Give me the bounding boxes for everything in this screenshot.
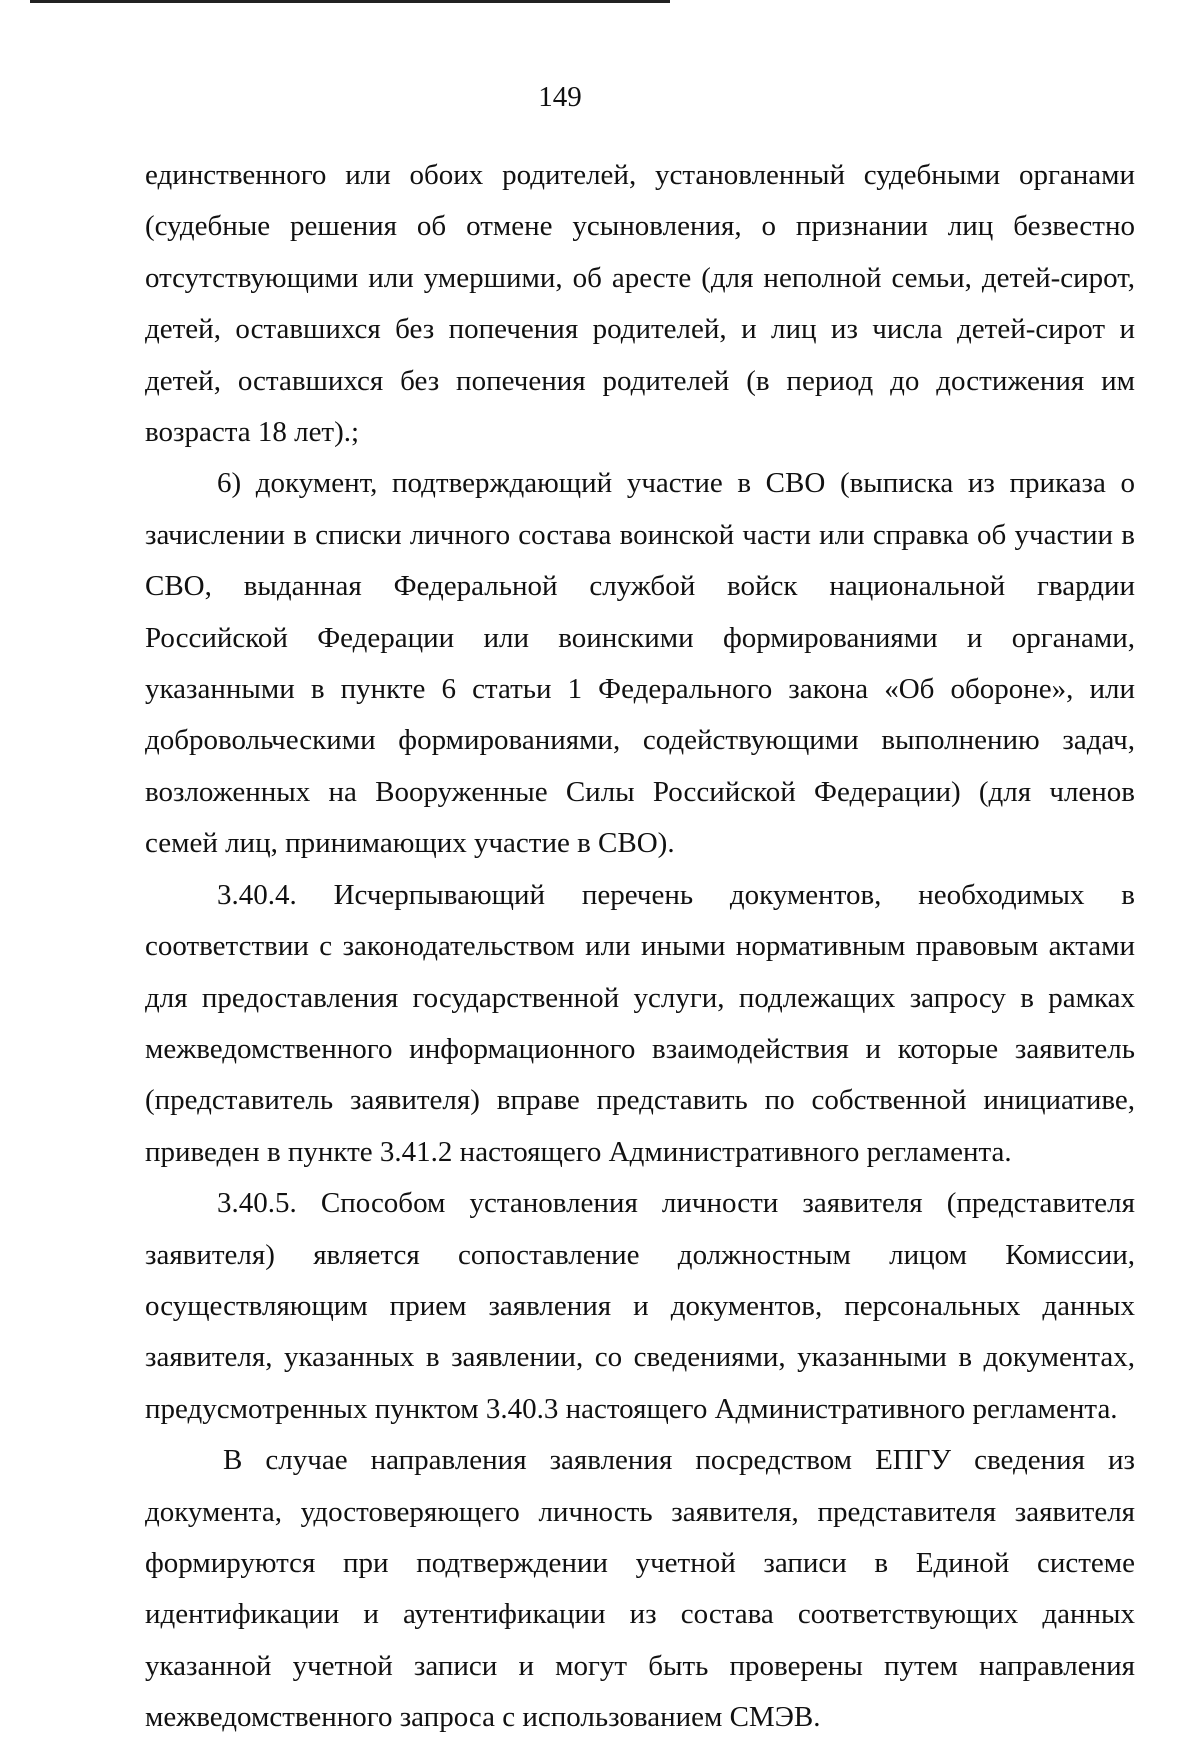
paragraph-3-40-4: 3.40.4. Исчерпывающий перечень документов, необходимых в соответствии с законодательством или иными нормативным правовым актами для предоставления государственной услуги, подлежащих запросу в рамках межведомственного информационного взаимодействия и которые заявитель (представитель заявителя) вправе представить по собственной инициативе, приведен в пункте 3.41.2 настоящего Административного регламента.: [145, 878, 1135, 1168]
paragraph-continuation: единственного или обоих родителей, установленный судебными органами (судебные решения об отмене усыновления, о признании лиц безвестно отсутствующими или умершими, об аресте (для неполной семьи, детей-сирот, детей, оставшихся без попечения родителей, и лиц из числа детей-сирот и детей, оставшихся без попечения родителей (в период до достижения им возраста 18 лет).;: [145, 159, 1135, 449]
paragraph-epgu: В случае направления заявления посредством ЕПГУ сведения из документа, удостоверяющего личность заявителя, представителя заявителя формируются при подтверждении учетной записи в Единой системе идентификации и аутентификации из состава соответствующих данных указанной учетной записи и могут быть проверены путем направления межведомственного запроса с использованием СМЭВ.: [145, 1444, 1135, 1734]
document-body: [145, 150, 1135, 1744]
paragraph-3-40-5: 3.40.5. Способом установления личности заявителя (представителя заявителя) является сопоставление должностным лицом Комиссии, осуществляющим прием заявления и документов, персональных данных заявителя, указанных в заявлении, со сведениями, указанными в документах, предусмотренных пунктом 3.40.3 настоящего Административного регламента.: [145, 1187, 1135, 1425]
paragraph-item-6: 6) документ, подтверждающий участие в СВО (выписка из приказа о зачислении в списки личного состава воинской части или справка об участии в СВО, выданная Федеральной службой войск национальной гвардии Российской Федерации или воинскими формированиями и органами, указанными в пункте 6 статьи 1 Федерального закона «Об обороне», или добровольческими формированиями, содействующими выполнению задач, возложенных на Вооруженные Силы Российской Федерации) (для членов семей лиц, принимающих участие в СВО).: [145, 467, 1135, 860]
scan-top-border: [30, 0, 670, 3]
page-number: 149: [538, 81, 582, 113]
